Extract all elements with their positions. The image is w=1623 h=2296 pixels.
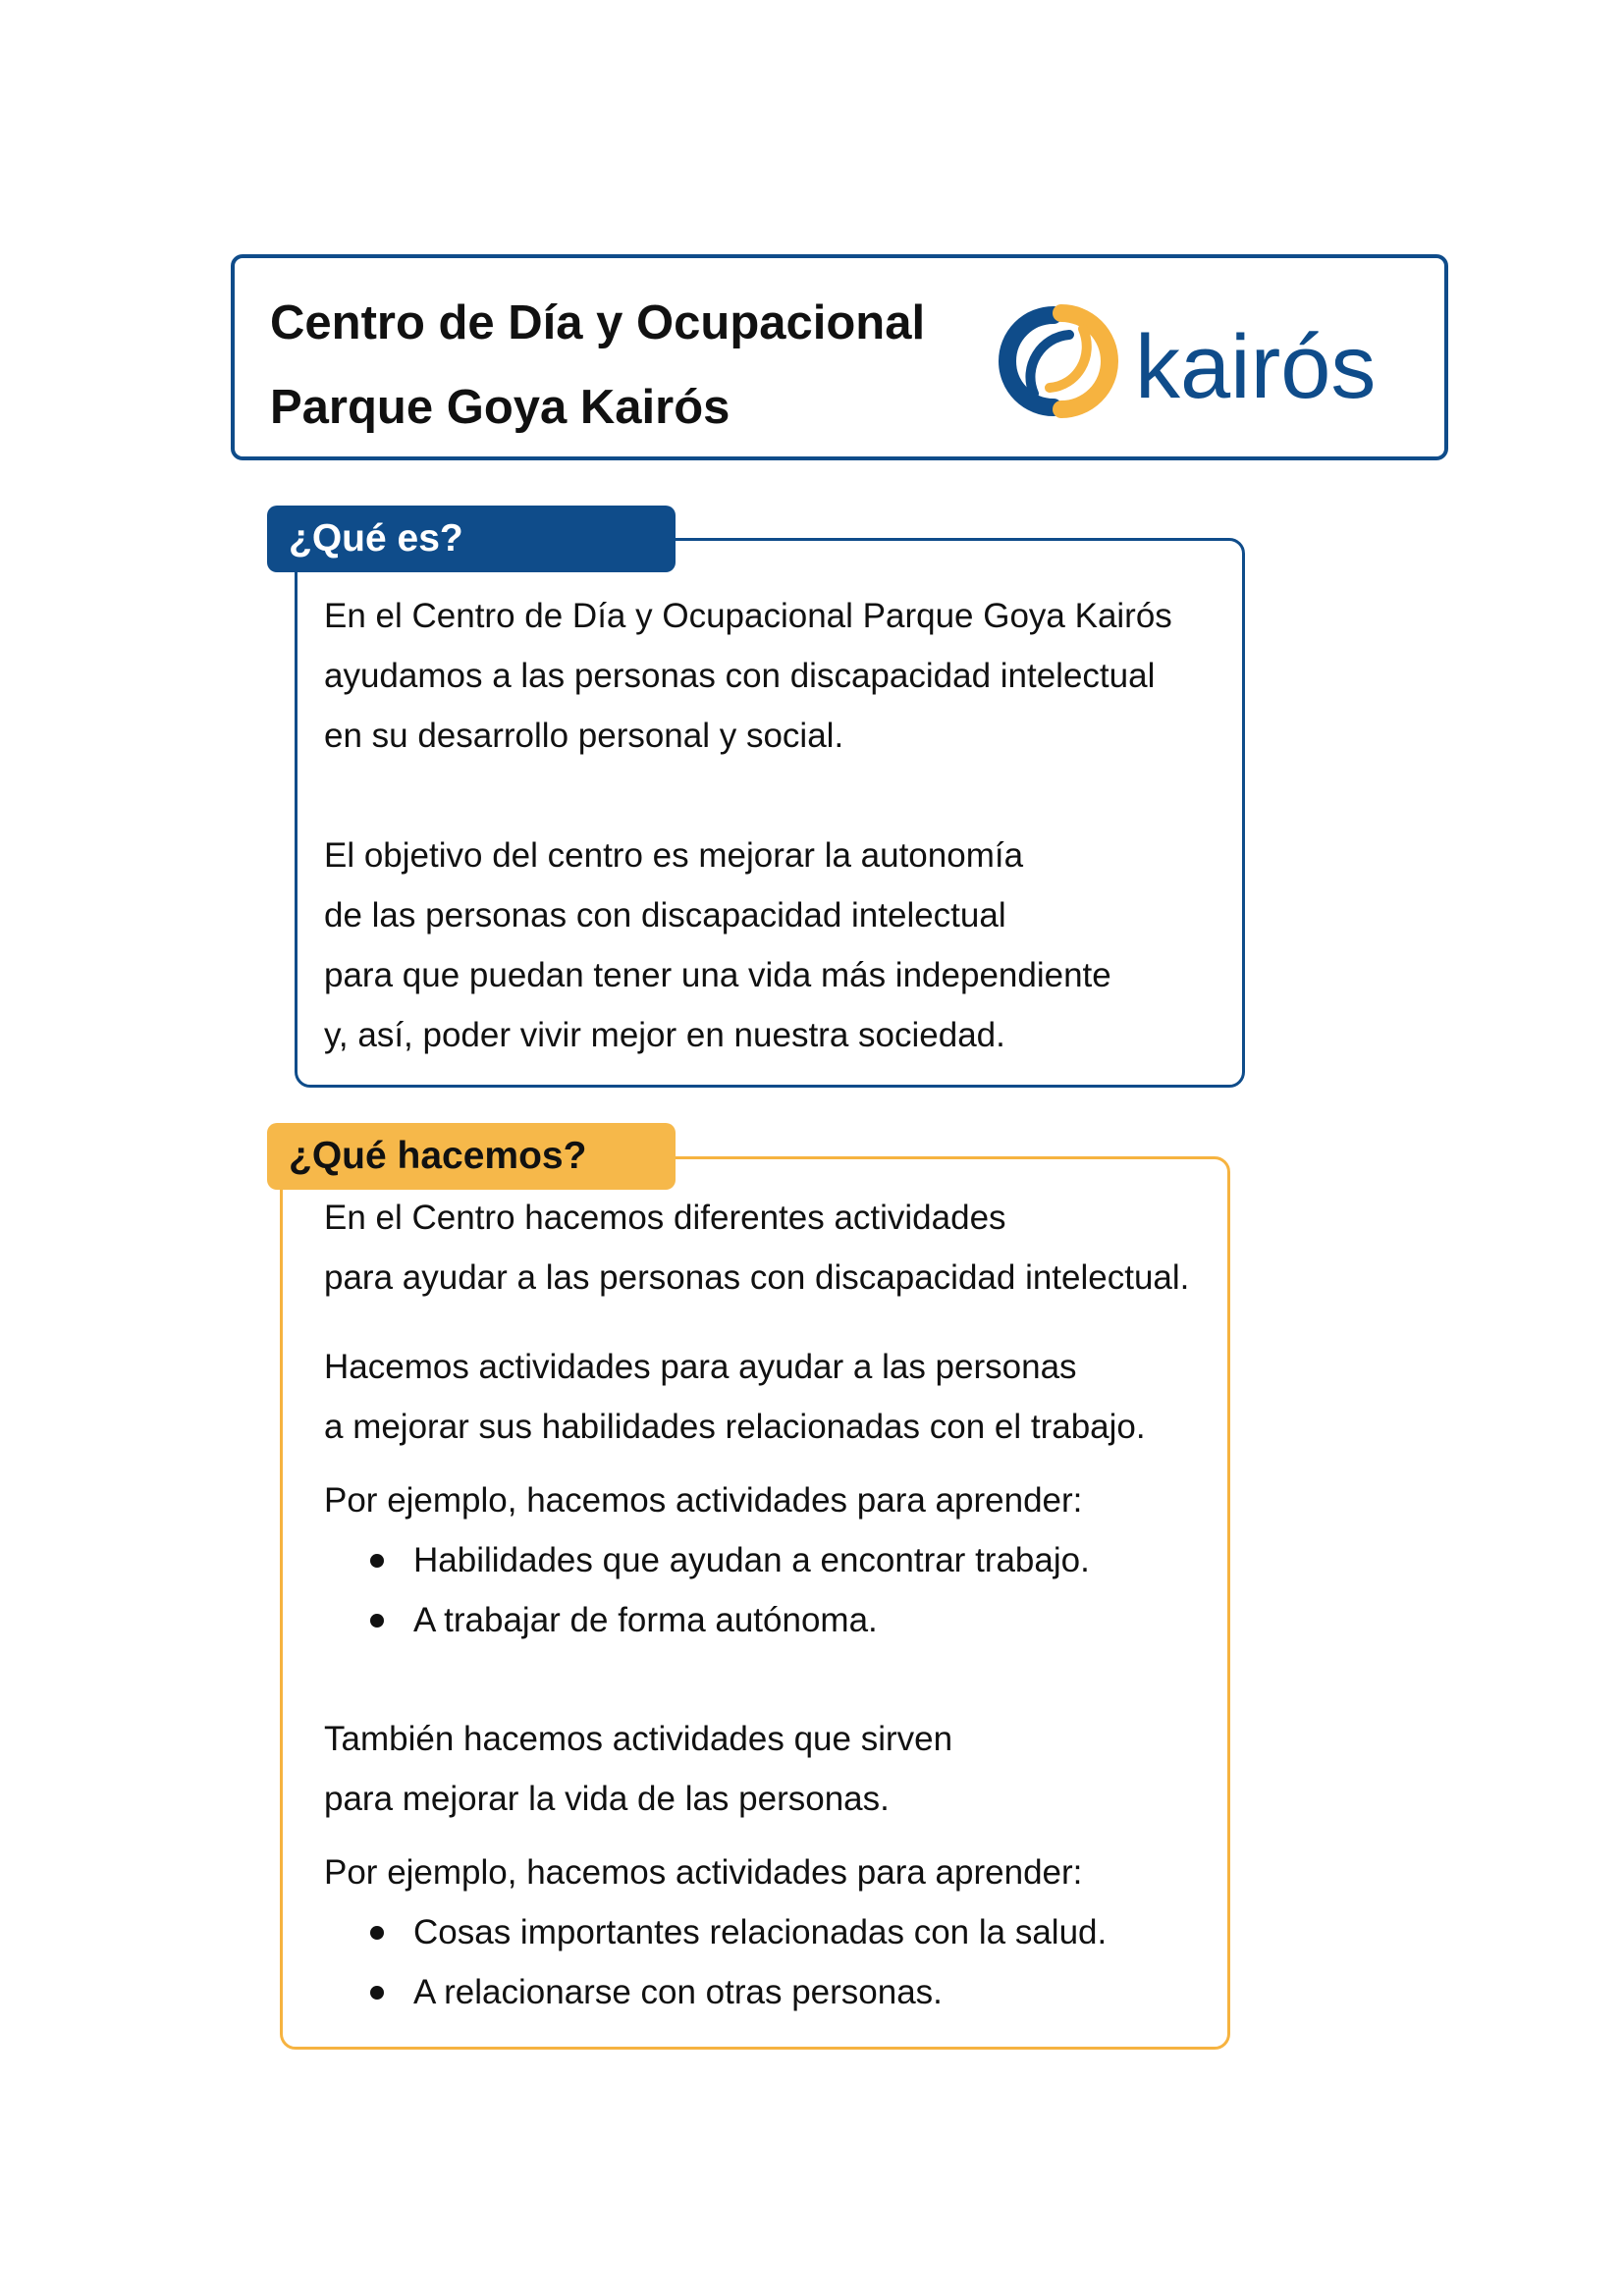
text-line: Por ejemplo, hacemos actividades para aprender: bbox=[324, 1481, 1083, 1520]
que-hacemos-heading: ¿Qué hacemos? bbox=[267, 1123, 676, 1190]
que-hacemos-intro-2 bbox=[324, 1842, 1082, 1902]
que-hacemos-paragraph-1 bbox=[324, 1188, 1189, 1308]
text-line: Hacemos actividades para ayudar a las personas bbox=[324, 1348, 1077, 1386]
text-line: para mejorar la vida de las personas. bbox=[324, 1780, 890, 1818]
text-line: En el Centro hacemos diferentes actividades bbox=[324, 1199, 1006, 1237]
text-line: También hacemos actividades que sirven bbox=[324, 1720, 953, 1758]
list-item bbox=[368, 1590, 1090, 1650]
list-item-text: A relacionarse con otras personas. bbox=[413, 1973, 943, 2011]
text-line: en su desarrollo personal y social. bbox=[324, 717, 844, 755]
text-line: de las personas con discapacidad intelectual bbox=[324, 896, 1006, 934]
list-item bbox=[368, 1962, 1107, 2022]
bullet-icon bbox=[370, 1554, 384, 1568]
que-es-paragraph-1 bbox=[324, 586, 1172, 766]
list-item bbox=[368, 1902, 1107, 1962]
que-hacemos-paragraph-3 bbox=[324, 1709, 952, 1829]
logo-wordmark: kairós bbox=[1135, 317, 1377, 417]
text-line: En el Centro de Día y Ocupacional Parque Goya Kairós bbox=[324, 597, 1172, 635]
text-line: Por ejemplo, hacemos actividades para aprender: bbox=[324, 1853, 1083, 1892]
text-line: para ayudar a las personas con discapacidad intelectual. bbox=[324, 1258, 1190, 1297]
que-hacemos-intro-1 bbox=[324, 1470, 1082, 1530]
que-es-paragraph-2 bbox=[324, 826, 1111, 1065]
que-hacemos-bullets-1 bbox=[368, 1530, 1090, 1650]
kairos-logo bbox=[993, 297, 1425, 425]
list-item-text: A trabajar de forma autónoma. bbox=[413, 1601, 878, 1639]
que-es-heading: ¿Qué es? bbox=[267, 506, 676, 572]
list-item-text: Cosas importantes relacionadas con la salud. bbox=[413, 1913, 1108, 1951]
que-hacemos-bullets-2 bbox=[368, 1902, 1107, 2022]
bullet-icon bbox=[370, 1986, 384, 2000]
que-hacemos-paragraph-2 bbox=[324, 1337, 1146, 1457]
text-line: y, así, poder vivir mejor en nuestra sociedad. bbox=[324, 1016, 1005, 1054]
text-line: a mejorar sus habilidades relacionadas con el trabajo. bbox=[324, 1408, 1146, 1446]
list-item-text: Habilidades que ayudan a encontrar trabajo. bbox=[413, 1541, 1090, 1579]
text-line: El objetivo del centro es mejorar la autonomía bbox=[324, 836, 1024, 875]
page-title-line-1: Centro de Día y Ocupacional bbox=[270, 296, 926, 349]
bullet-icon bbox=[370, 1614, 384, 1628]
bullet-icon bbox=[370, 1926, 384, 1940]
text-line: ayudamos a las personas con discapacidad intelectual bbox=[324, 657, 1156, 695]
list-item bbox=[368, 1530, 1090, 1590]
page-title-line-2: Parque Goya Kairós bbox=[270, 381, 730, 434]
header-box bbox=[231, 254, 1448, 460]
text-line: para que puedan tener una vida más independiente bbox=[324, 956, 1111, 994]
